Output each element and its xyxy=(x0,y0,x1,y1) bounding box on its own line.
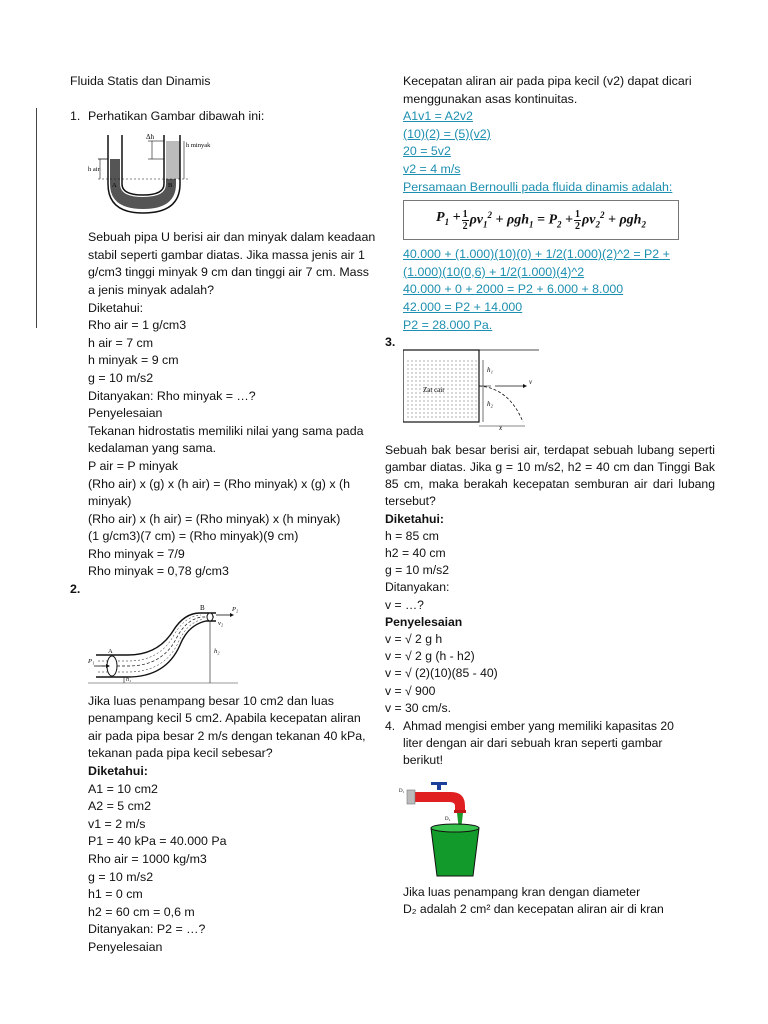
q1-line: Rho minyak = 0,78 g/cm3 xyxy=(88,564,229,579)
point-a-label: A xyxy=(112,182,117,190)
p2-label: P₂ xyxy=(232,605,239,613)
continuity-intro xyxy=(385,73,715,108)
q2-line: Rho air = 1000 kg/m3 xyxy=(88,852,207,866)
q1-body xyxy=(70,229,380,581)
faucet-body xyxy=(415,792,465,810)
q1-line: Diketahui: xyxy=(88,300,144,315)
q1-line: a jenis minyak adalah? xyxy=(88,282,215,297)
v2-label: v₂ xyxy=(218,619,224,627)
q1-number: 1. xyxy=(70,108,81,123)
water-jet xyxy=(479,386,523,422)
v-label: v xyxy=(529,377,533,386)
q1-line: h minyak = 9 cm xyxy=(88,353,179,368)
q4-tail-1: D₂ adalah 2 cm² dan kecepatan aliran air di kran xyxy=(403,901,664,916)
right-column xyxy=(385,73,715,918)
q1-line: (Rho air) x (g) x (h air) = (Rho minyak) x (g) x (h xyxy=(88,476,350,491)
q1-heading-text: Perhatikan Gambar dibawah ini: xyxy=(88,108,265,123)
x-label: x xyxy=(499,423,503,430)
q1-line: Tekanan hidrostatis memiliki nilai yang sama pada xyxy=(88,423,364,438)
h2-label: h₂ xyxy=(214,647,220,655)
d1-label: D₁ xyxy=(399,788,405,794)
u-tube-figure xyxy=(70,129,380,225)
oil-column xyxy=(166,141,180,179)
q2-line: g = 10 m/s2 xyxy=(88,869,154,884)
q1-line: Ditanyakan: Rho minyak = …? xyxy=(88,388,256,403)
q1-line: Rho air = 1 g/cm3 xyxy=(88,318,187,333)
h1-label: h₁ xyxy=(126,676,132,683)
q3-line: Ditanyakan: xyxy=(385,580,450,595)
faucet-figure xyxy=(393,780,715,878)
q4-tail xyxy=(385,884,715,918)
bernoulli-step-line: 40.000 + 0 + 2000 = P2 + 6.000 + 8.000 xyxy=(403,282,624,297)
q3-solution xyxy=(385,511,715,717)
pipe-top-wall xyxy=(96,613,216,655)
continuity-line: v2 = 4 m/s xyxy=(403,161,461,176)
q4-number: 4. xyxy=(385,718,396,733)
bernoulli-step-line: P2 = 28.000 Pa. xyxy=(403,317,493,332)
q4-line-2: berikut! xyxy=(403,753,443,768)
q3-line: v = …? xyxy=(385,597,424,612)
d2-label: D₂ xyxy=(445,816,451,822)
q4-block xyxy=(385,718,715,770)
q3-line: v = √ 2 g h xyxy=(385,631,443,646)
q1-line: stabil seperti gambar diatas. Jika massa jenis air 1 xyxy=(88,247,365,262)
q3-line: v = √ 900 xyxy=(385,683,436,698)
q2-line: Penyelesaian xyxy=(88,939,163,954)
q1-line: (1 g/cm3)(7 cm) = (Rho minyak)(9 cm) xyxy=(88,529,299,544)
h-air-label: h air xyxy=(88,166,100,174)
pipe-figure xyxy=(70,601,380,689)
delta-h-label: Δh xyxy=(146,133,155,142)
bernoulli-step-line: (1.000)(10(0,6) + 1/2(1.000)(4)^2 xyxy=(403,264,585,279)
q3-line: v = √ (2)(10)(85 - 40) xyxy=(385,666,498,681)
bernoulli-step-line: 42.000 = P2 + 14.000 xyxy=(403,299,523,314)
left-column xyxy=(70,73,380,957)
bucket xyxy=(431,828,479,876)
u-tube-diagram xyxy=(88,129,248,219)
q2-line: penampang kecil 5 cm2. Apabila kecepatan aliran xyxy=(88,711,361,726)
h2-label-tank: h₂ xyxy=(487,399,493,408)
margin-line xyxy=(36,108,37,328)
q4-line-0: Ahmad mengisi ember yang memiliki kapasitas 20 xyxy=(403,718,674,733)
q1-line: kedalaman yang sama. xyxy=(88,441,217,456)
q3-number: 3. xyxy=(385,335,396,350)
q3-line: h2 = 40 cm xyxy=(385,545,446,560)
q3-line: v = 30 cm/s. xyxy=(385,700,452,715)
q2-line: A1 = 10 cm2 xyxy=(88,781,158,796)
tube-inner xyxy=(122,135,164,195)
bernoulli-pipe-diagram xyxy=(88,601,248,687)
q2-line: air pada pipa besar 2 m/s dengan tekanan 40 kPa, xyxy=(88,728,366,743)
h-minyak-label: h minyak xyxy=(186,142,211,150)
q1-line: g/cm3 tinggi minyak 9 cm dan tinggi air 7 cm. Mass xyxy=(88,265,369,280)
q2-line: Diketahui: xyxy=(88,764,148,779)
document-title: Fluida Statis dan Dinamis xyxy=(70,74,211,88)
q1-line: g = 10 m/s2 xyxy=(88,370,154,385)
q2-line: h2 = 60 cm = 0,6 m xyxy=(88,904,195,919)
zat-cair-label: Zat cair xyxy=(423,385,445,394)
q3-line: v = √ 2 g (h - h2) xyxy=(385,649,475,664)
q2-body xyxy=(70,693,380,957)
continuity-line: (10)(2) = (5)(v2) xyxy=(403,126,491,141)
intro-line: menggunakan asas kontinuitas. xyxy=(403,91,578,106)
q2-line: h1 = 0 cm xyxy=(88,887,143,902)
point-b-label: B xyxy=(168,182,173,190)
q1-line: (Rho air) x (h air) = (Rho minyak) x (h minyak) xyxy=(88,511,341,526)
q4-line-1: liter dengan air dari sebuah kran seperti gambar xyxy=(403,736,663,751)
p1-label: P₁ xyxy=(88,657,95,665)
tank-diagram xyxy=(403,344,563,430)
q3-problem: Sebuah bak besar berisi air, terdapat sebuah lubang seperti gambar diatas. Jika g = 10 m/s2, h2 = 40 cm dan Tinggi Bak 85 cm, maka berakah kecepatan semburan air dari lubang tersebut? xyxy=(385,442,715,509)
continuity-line: 20 = 5v2 xyxy=(403,144,451,159)
h1-label-tank: h₁ xyxy=(487,365,493,374)
q1-line: Sebuah pipa U berisi air dan minyak dalam keadaan xyxy=(88,230,376,245)
q2-line: Jika luas penampang besar 10 cm2 dan luas xyxy=(88,693,334,708)
continuity-steps xyxy=(385,108,715,196)
q1-line: h air = 7 cm xyxy=(88,335,154,350)
q1-line: Rho minyak = 7/9 xyxy=(88,546,185,561)
q3-line: h = 85 cm xyxy=(385,528,439,543)
faucet-bucket-diagram xyxy=(393,780,493,878)
q3-line: Penyelesaian xyxy=(385,614,463,629)
q1-line: P air = P minyak xyxy=(88,458,179,473)
q2-line: v1 = 2 m/s xyxy=(88,816,146,831)
bernoulli-steps xyxy=(385,246,715,334)
q4-tail-0: Jika luas penampang kran dengan diameter xyxy=(403,884,641,899)
q1-heading xyxy=(70,108,380,126)
q2-line: Ditanyakan: P2 = …? xyxy=(88,922,206,937)
bernoulli-step-line: 40.000 + (1.000)(10)(0) + 1/2(1.000)(2)^2 = P2 + xyxy=(403,247,670,262)
q3-line: Diketahui: xyxy=(385,511,444,526)
intro-line: Kecepatan aliran air pada pipa kecil (v2) dapat dicari xyxy=(403,74,692,88)
tank-figure xyxy=(385,344,715,434)
continuity-line: A1v1 = A2v2 xyxy=(403,109,473,124)
q1-line: Penyelesaian xyxy=(88,406,163,421)
q1-line: minyak) xyxy=(88,494,132,509)
q3-line: g = 10 m/s2 xyxy=(385,563,450,578)
q2-line: A2 = 5 cm2 xyxy=(88,799,152,814)
bernoulli-formula: $P_1$ + $\frac{1}{2}$ $\rho v_1^2 + \rho gh_1 = P_2$ + $\frac{1}{2}$ $\rho v_2^2 + \rho gh_2$ xyxy=(403,200,679,240)
point-b-label-2: B xyxy=(200,603,205,612)
q2-line: P1 = 40 kPa = 40.000 Pa xyxy=(88,834,227,849)
continuity-line: Persamaan Bernoulli pada fluida dinamis adalah: xyxy=(403,179,673,194)
point-a-label-2: A xyxy=(108,647,113,655)
q2-line: tekanan pada pipa kecil sebesar? xyxy=(88,746,273,761)
q2-number: 2. xyxy=(70,582,81,597)
